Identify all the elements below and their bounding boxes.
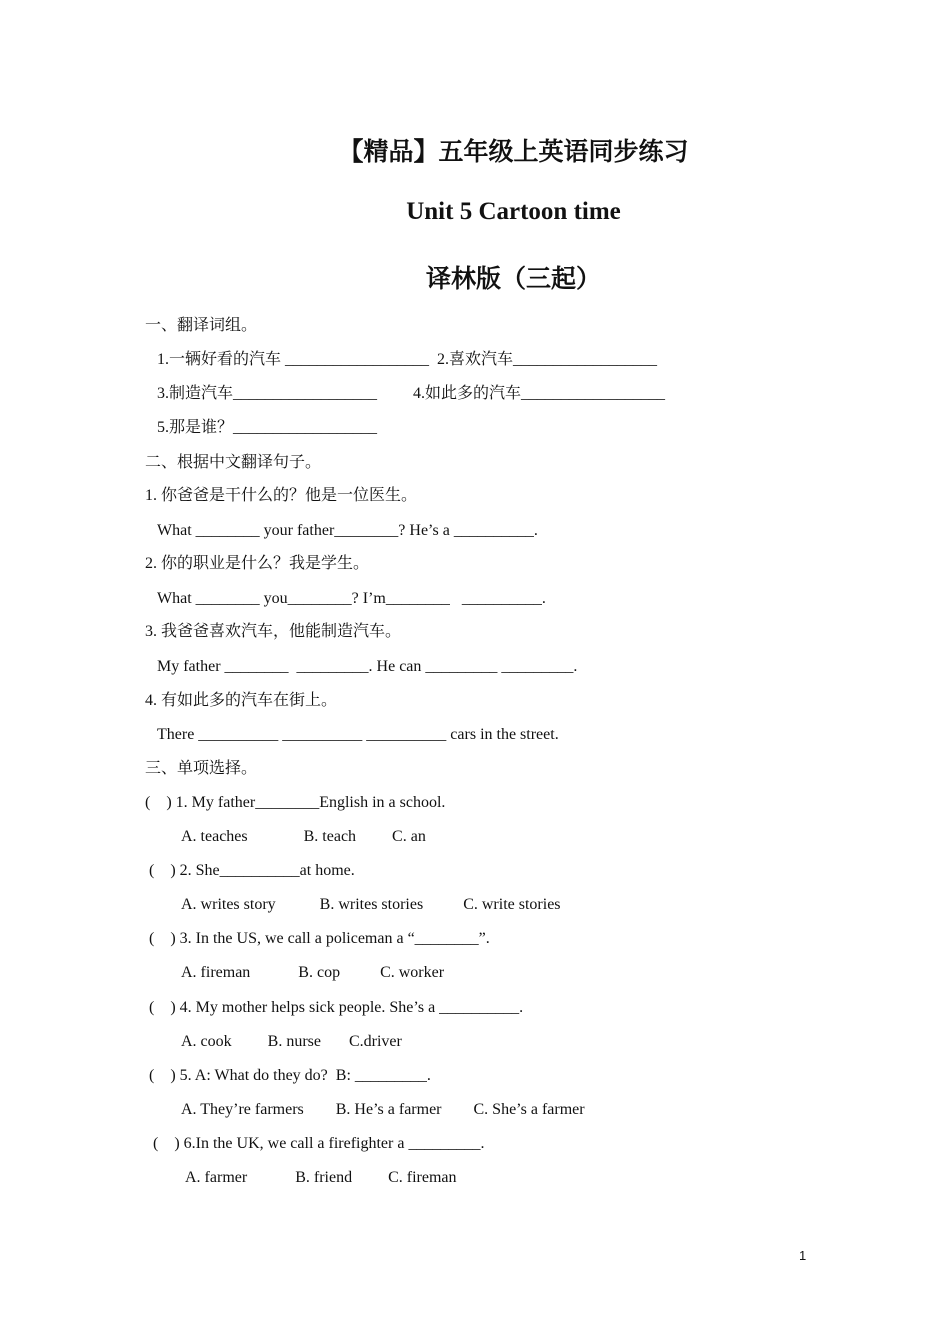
choice-question-4: ( ) 4. My mother helps sick people. She’s a __________. (145, 999, 524, 1016)
choice-options-1: A. teaches B. teach C. an (181, 828, 426, 845)
choice-question-2: ( ) 2. She__________at home. (145, 862, 355, 879)
document-title: 【精品】五年级上英语同步练习 (338, 139, 689, 166)
section-heading-2: 二、根据中文翻译句子。 (145, 454, 322, 471)
choice-options-2: A. writes story B. writes stories C. write stories (181, 896, 561, 913)
translate-answer-4: There __________ __________ __________ cars in the street. (157, 726, 559, 743)
choice-question-5: ( ) 5. A: What do they do? B: _________. (145, 1067, 431, 1084)
choice-options-5: A. They’re farmers B. He’s a farmer C. She’s a farmer (181, 1101, 585, 1118)
translate-answer-1: What ________ your father________? He’s a __________. (157, 522, 538, 539)
translate-question-4: 4. 有如此多的汽车在街上。 (145, 692, 338, 709)
translate-question-1: 1. 你爸爸是干什么的？他是一位医生。 (145, 487, 418, 504)
translate-answer-2: What ________ you________? I’m________ __________. (157, 590, 546, 607)
page-number: 1 (799, 1248, 807, 1263)
choice-options-6: A. farmer B. friend C. fireman (185, 1169, 457, 1186)
phrase-row-3: 5.那是谁？__________________ (157, 419, 378, 436)
edition-title: 译林版（三起） (425, 266, 601, 293)
unit-title: Unit 5 Cartoon time (406, 198, 621, 225)
choice-options-4: A. cook B. nurse C.driver (181, 1033, 402, 1050)
translate-question-3: 3. 我爸爸喜欢汽车，他能制造汽车。 (145, 623, 402, 640)
phrase-row-2: 3.制造汽车__________________ 4.如此多的汽车__________________ (157, 385, 666, 402)
phrase-row-1: 1.一辆好看的汽车 __________________ 2.喜欢汽车__________________ (157, 351, 658, 368)
section-heading-3: 三、单项选择。 (145, 760, 258, 777)
translate-question-2: 2. 你的职业是什么？我是学生。 (145, 555, 370, 572)
choice-question-3: ( ) 3. In the US, we call a policeman a “________”. (145, 930, 490, 947)
section-heading-1: 一、翻译词组。 (145, 317, 258, 334)
choice-options-3: A. fireman B. cop C. worker (181, 964, 445, 981)
choice-question-1: ( ) 1. My father________English in a school. (145, 794, 446, 811)
choice-question-6: ( ) 6.In the UK, we call a firefighter a _________. (145, 1135, 485, 1152)
translate-answer-3: My father ________ _________. He can _________ _________. (157, 658, 578, 675)
